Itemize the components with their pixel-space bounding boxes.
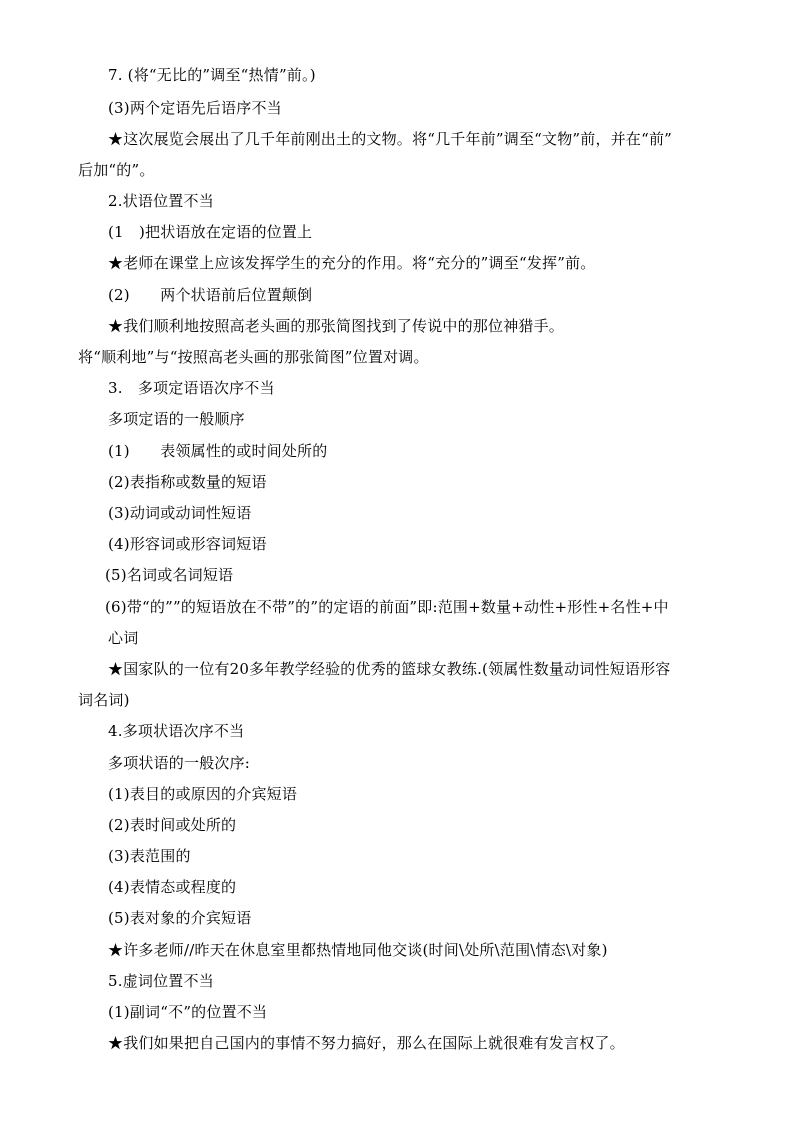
doc-line-9: ★我们顺利地按照高老头画的那张简图找到了传说中的那位神猎手。 [108,317,565,335]
doc-line-25: (2)表时间或处所的 [108,816,237,834]
doc-line-14: (2)表指称或数量的短语 [108,473,267,491]
doc-line-1: 7. (将“无比的”调至“热情”前。) [108,66,316,84]
doc-line-20: ★国家队的一位有20多年教学经验的优秀的篮球女教练.(领属性数量动词性短语形容 [108,660,671,678]
doc-line-3: ★这次展览会展出了几千年前刚出土的文物。将“几千年前”调至“文物”前，并在“前” [108,130,673,148]
doc-line-11: 3. 多项定语语次序不当 [108,379,275,397]
doc-line-8: (2) 两个状语前后位置颠倒 [108,286,313,304]
doc-line-28: (5)表对象的介宾短语 [108,909,252,927]
doc-line-15: (3)动词或动词性短语 [108,504,252,522]
doc-line-2: (3)两个定语先后语序不当 [108,99,282,117]
doc-line-19: 心词 [108,629,139,647]
doc-line-21: 词名词) [78,691,130,709]
doc-line-6: (1 )把状语放在定语的位置上 [108,223,313,241]
doc-line-16: (4)形容词或形容词短语 [108,535,267,553]
doc-line-13: (1) 表领属性的或时间处所的 [108,442,328,460]
doc-line-32: ★我们如果把自己国内的事情不努力搞好，那么在国际上就很难有发言权了。 [108,1034,625,1052]
doc-line-18: (6)带“的””的短语放在不带”的”的定语的前面”即:范围+数量+动性+形性+名性+中 [105,598,669,616]
doc-line-7: ★老师在课堂上应该发挥学生的充分的作用。将“充分的”调至“发挥”前。 [108,254,596,272]
doc-line-12: 多项定语的一般顺序 [108,410,245,428]
doc-line-22: 4.多项状语次序不当 [108,722,245,740]
doc-line-5: 2.状语位置不当 [108,192,214,210]
doc-line-23: 多项状语的一般次序: [108,754,251,772]
doc-line-29: ★许多老师//昨天在休息室里都热情地同他交谈(时间\处所\范围\情态\对象) [108,941,608,959]
doc-line-27: (4)表情态或程度的 [108,878,237,896]
doc-line-31: (1)副词“不”的位置不当 [108,1003,268,1021]
doc-line-24: (1)表目的或原因的介宾短语 [108,785,298,803]
doc-line-17: (5)名词或名词短语 [105,566,234,584]
doc-line-30: 5.虚词位置不当 [108,972,214,990]
doc-line-26: (3)表范围的 [108,847,191,865]
doc-line-4: 后加“的”。 [78,161,155,179]
doc-line-10: 将“顺利地”与“按照高老头画的那张简图”位置对调。 [78,348,429,366]
